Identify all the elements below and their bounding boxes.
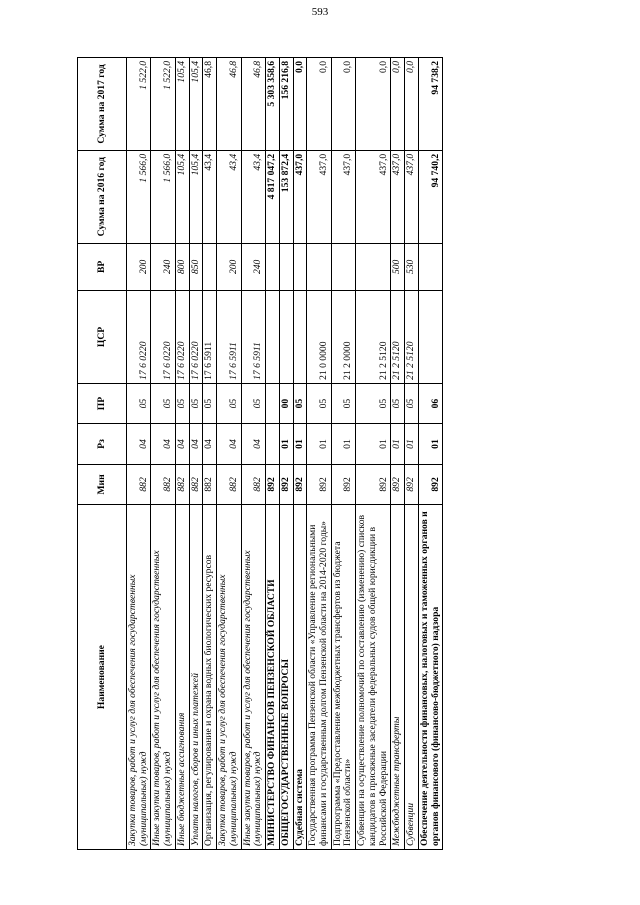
row-min: 892 [331, 464, 355, 504]
table-row [279, 58, 293, 850]
row-rz: 01 [391, 424, 405, 464]
row-sum-2016: 105,4 [189, 150, 203, 243]
row-rz: 04 [127, 424, 151, 464]
row-sum-2016: 43,4 [241, 150, 265, 243]
budget-table [77, 57, 443, 850]
table-row [307, 58, 331, 850]
row-vr: 200 [217, 243, 241, 291]
row-min: 892 [266, 464, 280, 504]
row-min: 882 [241, 464, 265, 504]
row-csr [279, 291, 293, 384]
header-rz: Рз [78, 424, 127, 464]
row-min: 892 [391, 464, 405, 504]
row-rz: 04 [175, 424, 189, 464]
row-vr: 240 [151, 243, 175, 291]
row-csr: 21 0 0000 [307, 291, 331, 384]
row-min: 892 [405, 464, 419, 504]
header-sum-2017: Сумма на 2017 год [78, 58, 127, 151]
row-name: Иные закупки товаров, работ и услуг для обеспечения государственных (муниципальных) нужд [151, 505, 175, 850]
row-sum-2017: 46,8 [217, 58, 241, 151]
row-sum-2017: 0,0 [356, 58, 391, 151]
row-min: 892 [293, 464, 307, 504]
row-rz: 01 [279, 424, 293, 464]
row-csr: 17 6 0220 [151, 291, 175, 384]
row-name: Межбюджетные трансферты [391, 505, 405, 850]
table-row [418, 58, 442, 850]
row-pr: 05 [217, 383, 241, 423]
row-rz: 01 [405, 424, 419, 464]
row-min: 892 [307, 464, 331, 504]
row-name: Закупка товаров, работ и услуг для обеспечения государственных (муниципальных) нужд [217, 505, 241, 850]
row-name: Иные закупки товаров, работ и услуг для обеспечения государственных (муниципальных) нужд [241, 505, 265, 850]
row-min: 892 [279, 464, 293, 504]
row-sum-2016: 4 817 047,2 [266, 150, 280, 243]
row-pr: 05 [293, 383, 307, 423]
table-row [127, 58, 151, 850]
row-min: 882 [151, 464, 175, 504]
row-pr: 05 [391, 383, 405, 423]
row-name: МИНИСТЕРСТВО ФИНАНСОВ ПЕНЗЕНСКОЙ ОБЛАСТИ [266, 505, 280, 850]
row-pr: 05 [405, 383, 419, 423]
row-vr [307, 243, 331, 291]
row-pr: 05 [175, 383, 189, 423]
row-name: Организация, регулирование и охрана водных биологических ресурсов [203, 505, 217, 850]
row-csr: 17 6 5911 [217, 291, 241, 384]
row-pr: 00 [279, 383, 293, 423]
row-min: 882 [189, 464, 203, 504]
table-row [175, 58, 189, 850]
row-min: 882 [203, 464, 217, 504]
row-sum-2017: 5 303 358,6 [266, 58, 280, 151]
table-row [266, 58, 280, 850]
row-sum-2016: 94 740,2 [418, 150, 442, 243]
row-rz: 04 [217, 424, 241, 464]
row-sum-2016: 437,0 [331, 150, 355, 243]
row-vr: 530 [405, 243, 419, 291]
row-sum-2016: 437,0 [293, 150, 307, 243]
table-row [391, 58, 405, 850]
row-sum-2016: 105,4 [175, 150, 189, 243]
row-sum-2017: 0,0 [293, 58, 307, 151]
row-pr: 05 [151, 383, 175, 423]
row-vr [266, 243, 280, 291]
row-name: Обеспечение деятельности финансовых, налоговых и таможенных органов и органов финансового (финансово-бюджетного) надзора [418, 505, 442, 850]
rotated-content [77, 57, 570, 850]
row-sum-2017: 46,8 [241, 58, 265, 151]
row-pr: 05 [241, 383, 265, 423]
header-name: Наименование [78, 505, 127, 850]
row-sum-2017: 0,0 [405, 58, 419, 151]
row-rz: 01 [307, 424, 331, 464]
row-csr: 21 2 5120 [405, 291, 419, 384]
row-csr [418, 291, 442, 384]
row-csr: 17 6 5911 [241, 291, 265, 384]
row-rz: 01 [418, 424, 442, 464]
row-sum-2016: 153 872,4 [279, 150, 293, 243]
row-csr: 17 6 0220 [189, 291, 203, 384]
row-sum-2016: 437,0 [356, 150, 391, 243]
header-vr: ВР [78, 243, 127, 291]
table-row [331, 58, 355, 850]
row-sum-2017: 0,0 [391, 58, 405, 151]
row-name: Подпрограмма «Предоставление межбюджетных трансфертов из бюджета Пензенской области» [331, 505, 355, 850]
table-body [127, 58, 443, 850]
row-pr: 05 [189, 383, 203, 423]
table-row [151, 58, 175, 850]
page-number: 593 [311, 6, 329, 18]
row-pr: 05 [127, 383, 151, 423]
row-pr [266, 383, 280, 423]
row-vr: 850 [189, 243, 203, 291]
header-csr: ЦСР [78, 291, 127, 384]
row-sum-2017: 0,0 [307, 58, 331, 151]
row-sum-2017: 105,4 [189, 58, 203, 151]
row-min: 892 [418, 464, 442, 504]
row-vr: 800 [175, 243, 189, 291]
header-row [78, 58, 127, 850]
row-sum-2017: 0,0 [331, 58, 355, 151]
row-sum-2016: 437,0 [405, 150, 419, 243]
row-rz: 01 [356, 424, 391, 464]
row-rz: 01 [331, 424, 355, 464]
row-csr: 17 6 5911 [203, 291, 217, 384]
row-sum-2017: 105,4 [175, 58, 189, 151]
row-vr [203, 243, 217, 291]
row-vr [293, 243, 307, 291]
row-sum-2017: 1 522,0 [127, 58, 151, 151]
row-sum-2016: 43,4 [203, 150, 217, 243]
row-vr: 500 [391, 243, 405, 291]
row-pr: 05 [307, 383, 331, 423]
row-csr [293, 291, 307, 384]
row-sum-2016: 437,0 [307, 150, 331, 243]
row-name: Закупка товаров, работ и услуг для обеспечения государственных (муниципальных) нужд [127, 505, 151, 850]
row-vr [356, 243, 391, 291]
row-min: 882 [127, 464, 151, 504]
table-row [203, 58, 217, 850]
row-vr [331, 243, 355, 291]
row-csr: 17 6 0220 [175, 291, 189, 384]
row-sum-2017: 94 738,2 [418, 58, 442, 151]
row-rz: 01 [293, 424, 307, 464]
row-pr: 05 [356, 383, 391, 423]
table-row [217, 58, 241, 850]
row-name: ОБЩЕГОСУДАРСТВЕННЫЕ ВОПРОСЫ [279, 505, 293, 850]
row-csr: 17 6 0220 [127, 291, 151, 384]
row-sum-2016: 43,4 [217, 150, 241, 243]
row-pr: 05 [331, 383, 355, 423]
table-row [405, 58, 419, 850]
row-name: Судебная система [293, 505, 307, 850]
row-name: Субвенции на осуществление полномочий по составлению (изменению) списков кандидатов в присяжные заседатели федеральных судов общей юрисдикции в Российской Федерации [356, 505, 391, 850]
rotated-table-area [77, 57, 570, 850]
row-vr: 240 [241, 243, 265, 291]
row-pr: 06 [418, 383, 442, 423]
row-pr: 05 [203, 383, 217, 423]
row-min: 892 [356, 464, 391, 504]
row-csr: 21 2 5120 [356, 291, 391, 384]
row-rz: 04 [151, 424, 175, 464]
row-sum-2016: 1 566,0 [151, 150, 175, 243]
row-sum-2016: 1 566,0 [127, 150, 151, 243]
row-rz [266, 424, 280, 464]
row-name: Субвенции [405, 505, 419, 850]
table-row [293, 58, 307, 850]
table-row [189, 58, 203, 850]
row-csr: 21 2 5120 [391, 291, 405, 384]
row-name: Государственная программа Пензенской области «Управление региональными финансами и государственным долгом Пензенской области на 2014-2020 годы» [307, 505, 331, 850]
row-sum-2017: 1 522,0 [151, 58, 175, 151]
row-min: 882 [217, 464, 241, 504]
row-vr [418, 243, 442, 291]
row-min: 882 [175, 464, 189, 504]
row-vr [279, 243, 293, 291]
row-csr [266, 291, 280, 384]
row-sum-2016: 437,0 [391, 150, 405, 243]
row-vr: 200 [127, 243, 151, 291]
row-sum-2017: 156 216,8 [279, 58, 293, 151]
table-row [241, 58, 265, 850]
header-min: Мин [78, 464, 127, 504]
row-name: Уплата налогов, сборов и иных платежей [189, 505, 203, 850]
row-sum-2017: 46,8 [203, 58, 217, 151]
row-rz: 04 [241, 424, 265, 464]
row-rz: 04 [203, 424, 217, 464]
row-rz: 04 [189, 424, 203, 464]
header-sum-2016: Сумма на 2016 год [78, 150, 127, 243]
row-name: Иные бюджетные ассигнования [175, 505, 189, 850]
table-row [356, 58, 391, 850]
row-csr: 21 2 0000 [331, 291, 355, 384]
header-pr: ПР [78, 383, 127, 423]
